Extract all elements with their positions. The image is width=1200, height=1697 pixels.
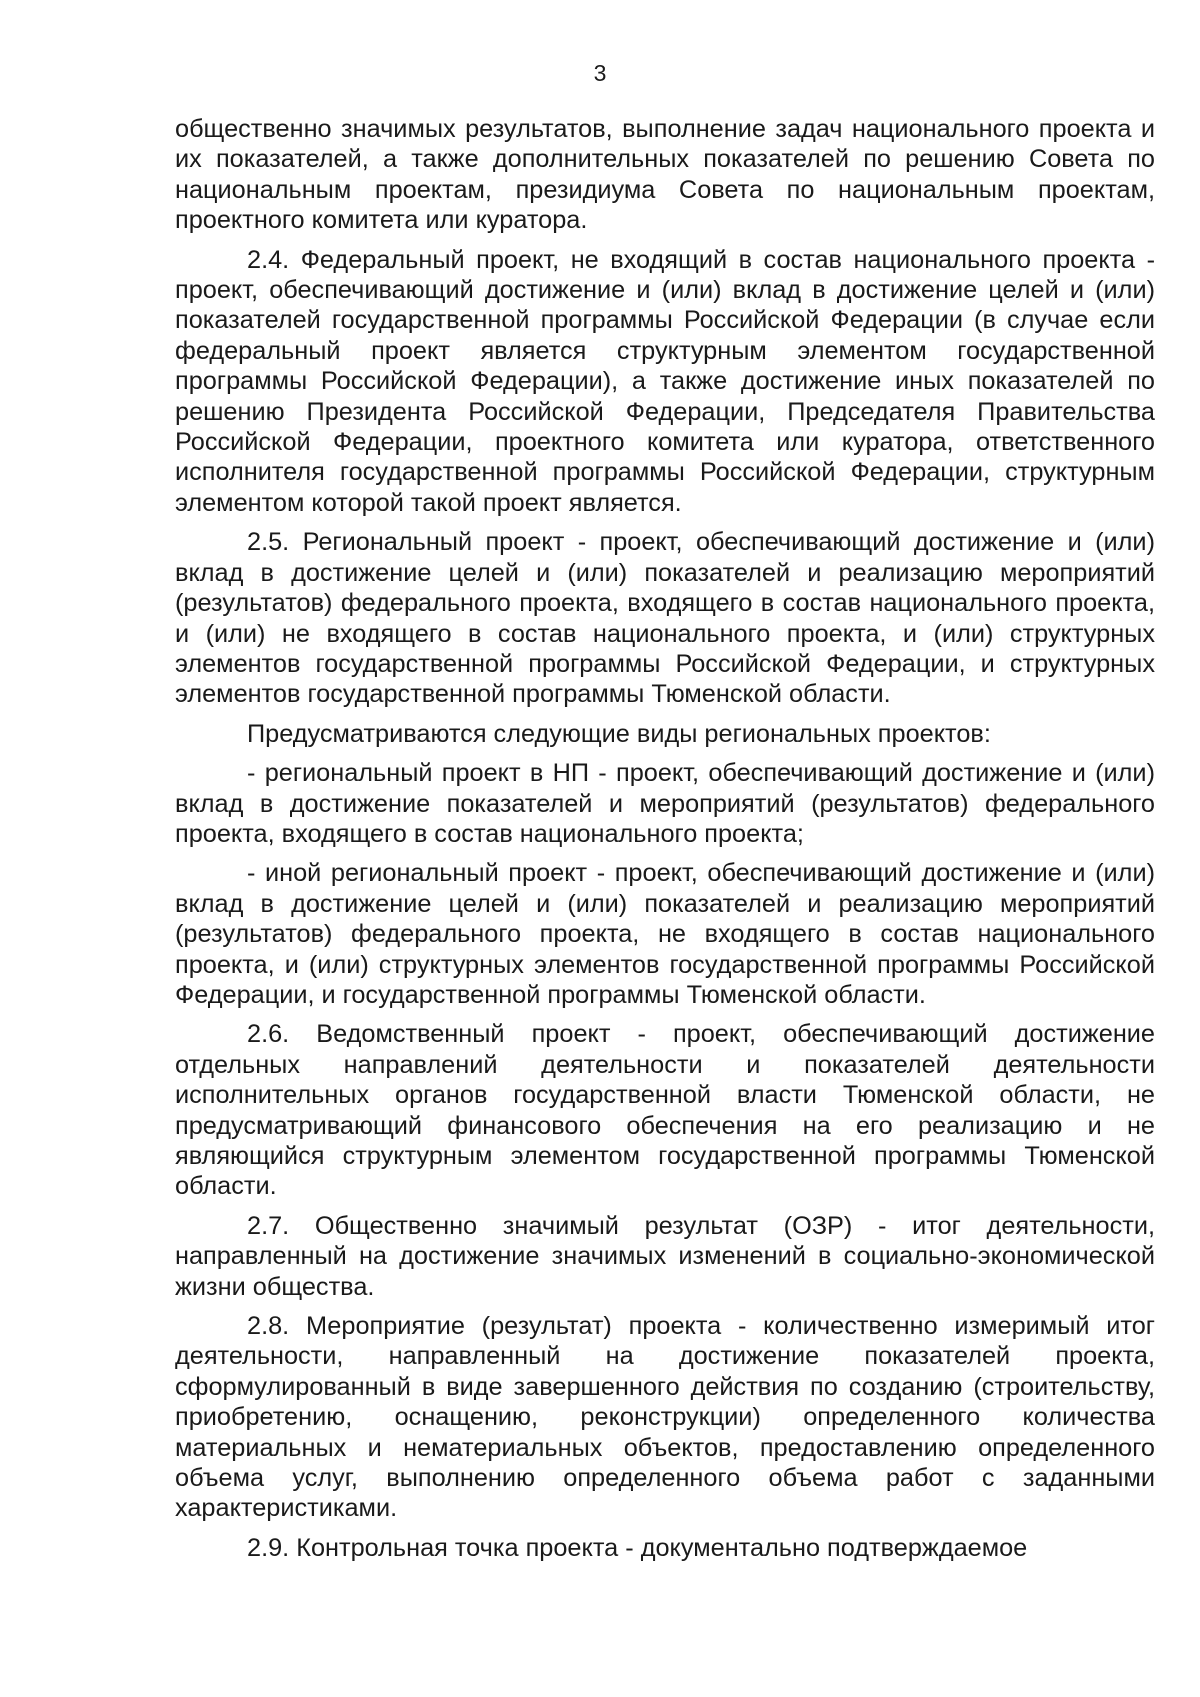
page-number: 3 [593,60,607,86]
paragraph-2-4-federal-project: 2.4. Федеральный проект, не входящий в состав национального проекта - проект, обеспечивающий достижение и (или) вклад в достижение целей и (или) показателей государственной программы Российской Федерации (в случае если федеральный проект является структурным элементом государственной программы Российской Федерации), а также достижение иных показателей по решению Президента Российской Федерации, Председателя Правительства Российской Федерации, проектного комитета или куратора, ответственного исполнителя государственной программы Российской Федерации, структурным элементом которой такой проект является. [175,245,1155,517]
list-item-other-regional-project: - иной региональный проект - проект, обеспечивающий достижение и (или) вклад в достижение целей и (или) показателей и реализацию мероприятий (результатов) федерального проекта, не входящего в состав национального проекта, и (или) структурных элементов государственной программы Российской Федерации, и государственной программы Тюменской области. [175,859,1155,1009]
paragraph-2-7-socially-significant-result: 2.7. Общественно значимый результат (ОЗР) - итог деятельности, направленный на достижение значимых изменений в социально-экономической жизни общества. [175,1211,1155,1301]
document-body [175,114,1155,1572]
paragraph-2-9-control-point: 2.9. Контрольная точка проекта - документально подтверждаемое [247,1533,1028,1562]
paragraph-2-8-project-activity: 2.8. Мероприятие (результат) проекта - количественно измеримый итог деятельности, направленный на достижение показателей проекта, сформулированный в виде завершенного действия по созданию (строительству, приобретению, оснащению, реконструкции) определенного количества материальных и нематериальных объектов, предоставлению определенного объема услуг, выполнению определенного объема работ с заданными характеристиками. [175,1312,1155,1523]
paragraph-regional-project-kinds-intro: Предусматриваются следующие виды региональных проектов: [247,719,991,748]
paragraph-2-6-departmental-project: 2.6. Ведомственный проект - проект, обеспечивающий достижение отдельных направлений деятельности и показателей деятельности исполнительных органов государственной власти Тюменской области, не предусматривающий финансового обеспечения на его реализацию и не являющийся структурным элементом государственной программы Тюменской области. [175,1020,1155,1201]
paragraph-2-5-regional-project: 2.5. Региональный проект - проект, обеспечивающий достижение и (или) вклад в достижение целей и (или) показателей и реализацию мероприятий (результатов) федерального проекта, входящего в состав национального проекта, и (или) не входящего в состав национального проекта, и (или) структурных элементов государственной программы Российской Федерации, и структурных элементов государственной программы Тюменской области. [175,528,1155,709]
list-item-regional-project-np: - региональный проект в НП - проект, обеспечивающий достижение и (или) вклад в достижение показателей и мероприятий (результатов) федерального проекта, входящего в состав национального проекта; [175,759,1155,848]
paragraph-continuation: общественно значимых результатов, выполнение задач национального проекта и их показателей, а также дополнительных показателей по решению Совета по национальным проектам, президиума Совета по национальным проектам, проектного комитета или куратора. [175,115,1155,235]
